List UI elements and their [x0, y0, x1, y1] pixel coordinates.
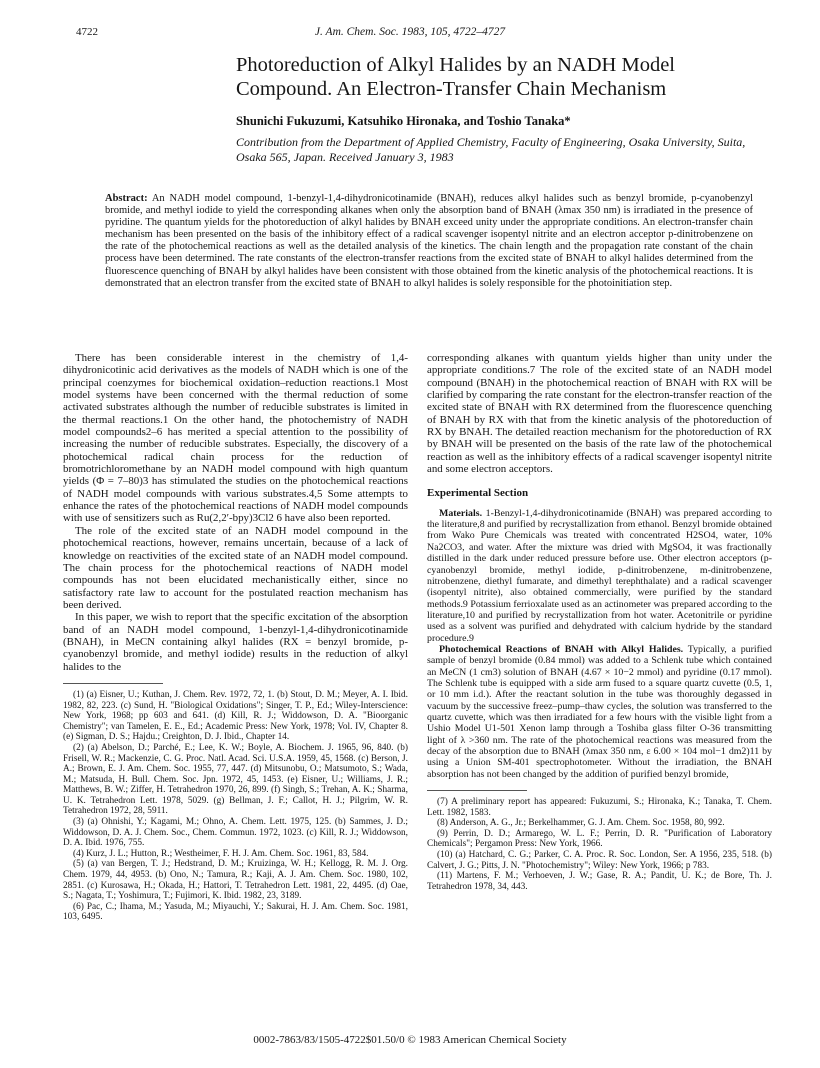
footnote: (8) Anderson, A. G., Jr.; Berkelhammer, G. J. Am. Chem. Soc. 1958, 80, 992. — [437, 818, 725, 829]
page-number: 4722 — [76, 26, 98, 38]
author-list: Shunichi Fukuzumi, Katsuhiko Hironaka, and Toshio Tanaka* — [236, 114, 571, 128]
footnote: (7) A preliminary report has appeared: Fukuzumi, S.; Hironaka, K.; Tanaka, T. Chem. Lett. 1982, 1583. — [427, 797, 772, 818]
footnote: (3) (a) Ohnishi, Y.; Kagami, M.; Ohno, A. Chem. Lett. 1975, 125. (b) Sammes, J. D.; Widdowson, D. A. J. Chem. Soc., Chem. Commun. 1972, 1023. (c) Kill, R. J.; Widdowson, D. A. Ibid. 1976, 755. — [63, 817, 408, 849]
photochem-paragraph — [427, 644, 772, 780]
footnote: (1) (a) Eisner, U.; Kuthan, J. Chem. Rev. 1972, 72, 1. (b) Stout, D. M.; Meyer, A. I. Ibid. 1982, 82, 223. (c) Sund, H. "Biological Oxidations"; Singer, T. P., Ed.; Wiley-Interscience: New York, 1968; pp 603 and 641. (d) Kill, R. J.; Widdowson, D. A. "Bioorganic Chemistry"; van Tamelen, E. E., Ed.; Academic Press: New York, 1978; Vol. IV, Chapter 8. (e) Sigman, D. S.; Hajdu.; Creighton, D. J. Ibid., Chapter 14. — [63, 689, 408, 743]
materials-paragraph — [427, 508, 772, 644]
experimental-text — [427, 508, 772, 780]
footnote: (6) Pac, C.; Ihama, M.; Yasuda, M.; Miyauchi, Y.; Sakurai, H. J. Am. Chem. Soc. 1981, 103, 6495. — [63, 901, 408, 923]
affiliation: Contribution from the Department of Applied Chemistry, Faculty of Engineering, Osaka University, Suita, Osaka 565, Japan. Received January 3, 1983 — [236, 135, 746, 164]
body-paragraph: In this paper, we wish to report that the specific excitation of the absorption band of an NADH model compound, 1-benzyl-1,4-dihydronicotinamide (BNAH), in MeCN containing alkyl halides (RX = benzyl bromide, p-cyanobenzyl bromide, and methyl iodide) results in the reduction of alkyl halides to the — [63, 611, 408, 673]
run-in-heading: Materials. — [439, 507, 483, 519]
right-column — [427, 352, 772, 892]
footnote: (11) Martens, F. M.; Verhoeven, J. W.; Gase, R. A.; Pandit, U. K.; de Bore, Th. J. Tetrahedron 1978, 34, 443. — [427, 871, 772, 892]
footnotes-right — [427, 797, 772, 892]
footnote: (10) (a) Hatchard, C. G.; Parker, C. A. Proc. R. Soc. London, Ser. A 1956, 235, 518. (b) Calvert, J. G.; Pitts, J. N. "Photochemistry"; Wiley: New York, 1966; p 783. — [427, 850, 772, 871]
footnote: (2) (a) Abelson, D.; Parché, E.; Lee, K. W.; Boyle, A. Biochem. J. 1965, 96, 840. (b) Frisell, W. R.; Mackenzie, C. G. Proc. Natl. Acad. Sci. U.S.A. 1959, 45, 1568. (c) Berson, J. A.; Brown, E. J. Am. Chem. Soc. 1955, 77, 447. (d) Mitsunobu, O.; Matsumoto, S.; Wada, M.; Matsuda, H. Bull. Chem. Soc. Jpn. 1972, 45, 1453. (e) Eisner, U.; Williams, J. R.; Matthews, B. W.; Ziffer, H. Tetrahedron 1970, 26, 899. (f) Singh, S.; Trehan, A. K.; Sharma, U. K. Tetrahedron Lett. 1978, 5029. (g) Bellman, J. F.; Callot, H. J.; Pilgrim, W. R. Tetrahedron 1972, 28, 5911. — [63, 742, 408, 817]
body-paragraph: The role of the excited state of an NADH model compound in the photochemical reactions, however, remains uncertain, because of a lack of knowledge on reactivities of the excited state of an NADH model compound. The chain process for the photochemical reactions of NADH model compounds has not been elucidated mechanistically either, since no satisfactory rate law to account for the postulated reaction mechanism has been derived. — [63, 524, 408, 611]
footnote: (9) Perrin, D. D.; Armarego, W. L. F.; Perrin, D. R. "Purification of Laboratory Chemicals"; Pergamon Press: New York, 1966. — [427, 828, 772, 850]
footnote-divider — [427, 790, 527, 791]
body-paragraph: corresponding alkanes with quantum yields higher than unity under the appropriate conditions.7 The role of the excited state of an NADH model compound (BNAH) in the photochemical reaction of BNAH with RX will be clarified by comparing the rate constant for the electron-transfer reaction of the excited state of BNAH with RX determined from the fluorescence quenching of BNAH by RX with that from the kinetic analysis of the photoreduction of RX by BNAH. The detailed reaction mechanism for the photoreduction of RX by BNAH will be presented on the basis of the rate law of the photochemical reaction as well as the inhibitory effects of a radical scavenger isopentyl nitrite and some electron acceptors. — [427, 352, 773, 476]
footnotes-left — [63, 690, 408, 923]
body-paragraph: There has been considerable interest in the chemistry of 1,4-dihydronicotinic acid derivatives as the models of NADH which is one of the principal coenzymes for biochemical oxidation–reduction reactions.1 Most model systems have been concerned with the thermal reduction of some activated substrates although the number of reducible substrates is limited in the thermal reactions.1 On the other hand, the photochemistry of NADH model compounds2–6 has merited a special attention to the possibility of increasing the number of reducible substrates. Especially, the discovery of a photochemical radical chain process for the reduction of bromotrichloromethane by an NADH model compound with high quantum yields (Φ = 7–80)3 has stimulated the studies on the photochemical reactions of NADH model compounds with various substrates.4,5 Some attempts to enhance the rates of the photochemical reactions of NADH model compounds with use of sensitizers such as Ru(2,2′-bpy)3Cl2 6 have also been reported. — [63, 352, 408, 525]
abstract-label: Abstract: — [105, 193, 148, 204]
footnote-divider — [63, 683, 163, 684]
abstract — [105, 193, 753, 290]
paragraph-text: 1-Benzyl-1,4-dihydronicotinamide (BNAH) was prepared according to the literature,8 and purified by recrystallization from ethanol. Benzyl bromide obtained from Wako Pure Chemicals was treated with concentrated H2SO4, water, 10% Na2CO3, and water. After the mixture was dried with MgSO4, it was fractionally distilled in the dark under reduced pressure before use. Other electron acceptors (p-cyanobenzyl bromide, methyl iodide, p-dinitrobenzene, m-dinitrobenzene, nitrobenzene, diethyl fumarate, and dimethyl terephthalate) and a radical scavenger (isopentyl nitrite), also obtained commercially, were purified by the standard methods.9 Potassium ferrioxalate used as an actinometer was prepared according to the literature,10 and purified by recrystallization from hot water. Acetonitrile or pyridine used as a solvent was purified and dehydrated with calcium hydride by the standard procedure.9 — [427, 507, 772, 644]
left-column — [63, 352, 408, 923]
paragraph-text: Typically, a purified sample of benzyl bromide (0.84 mmol) was added to a Schlenk tube which contained an MeCN (1 cm3) solution of BNAH (4.67 × 10−2 mmol) and pyridine (0.17 mmol). The Schlenk tube is equipped with a side arm fused to a square quartz cuvette (0.5, 1, or 10 mm i.d.). After the reactant solution in the tube was thoroughly degassed in vacuum by the successive freez–pump–thaw cycles, the solution was transferred to the quartz cuvette, which was then irradiated for a few hours with the visible light from a Ushio Model U1-501 Xenon lamp through a Toshiba glass filter O-36 transmitting light of λ >360 nm. The rate of the photochemical reactions was measured from the decay of the absorption due to BNAH (λmax 350 nm, ε 6.00 × 104 mol−1 dm2)11 by using a Union SM-401 spectrophotometer. Without the irradiation, the BNAH absorption has not been changed by the addition of purified benzyl bromide, — [427, 643, 772, 780]
section-heading: Experimental Section — [427, 487, 529, 500]
footnote: (5) (a) van Bergen, T. J.; Hedstrand, D. M.; Kruizinga, W. H.; Kellogg, R. M. J. Org. Chem. 1979, 44, 4953. (b) Ono, N.; Tamura, R.; Kaji, A. J. Am. Chem. Soc. 1980, 102, 2851. (c) Kurosawa, H.; Okada, H.; Hattori, T. Tetrahedron Lett. 1981, 22, 4495. (d) Oae, S.; Nagata, T.; Yoshimura, T.; Fujimori, K. Ibid. 1982, 23, 3189. — [63, 859, 408, 902]
article-title: Photoreduction of Alkyl Halides by an NADH Model Compound. An Electron-Transfer Chain Mechanism — [236, 54, 675, 100]
abstract-text: An NADH model compound, 1-benzyl-1,4-dihydronicotinamide (BNAH), reduces alkyl halides such as benzyl bromide, p-cyanobenzyl bromide, and methyl iodide to yield the corresponding alkanes when only the absorption band of BNAH (λmax 350 nm) is irradiated in the presence of pyridine. The quantum yields for the photoreduction of alkyl halides by BNAH exceed unity under the appropriate conditions. An electron-transfer chain mechanism has been presented on the basis of the inhibitory effect of a radical scavenger isopentyl nitrite and an electron acceptor p-dinitrobenzene on the rate of the photochemical reactions as well as the detailed analysis of the kinetics. The chain length and the propagation rate constant of the chain process have been determined. The rate constants of the electron-transfer reactions from the excited state of BNAH to alkyl halides determined from the fluorescence quenching of BNAH by alkyl halides have been consistent with those obtained from the kinetic analysis of the photochemical reactions. It is demonstrated that an electron transfer from the excited state of BNAH to alkyl halides is solely responsible for the photoinitiation step. — [105, 193, 753, 289]
footnote: (4) Kurz, J. L.; Hutton, R.; Westheimer, F. H. J. Am. Chem. Soc. 1961, 83, 584. — [73, 848, 369, 859]
copyright-footer: 0002-7863/83/1505-4722$01.50/0 © 1983 American Chemical Society — [253, 1034, 567, 1046]
journal-header: J. Am. Chem. Soc. 1983, 105, 4722–4727 — [314, 26, 506, 38]
run-in-heading: Photochemical Reactions of BNAH with Alkyl Halides. — [439, 643, 684, 655]
